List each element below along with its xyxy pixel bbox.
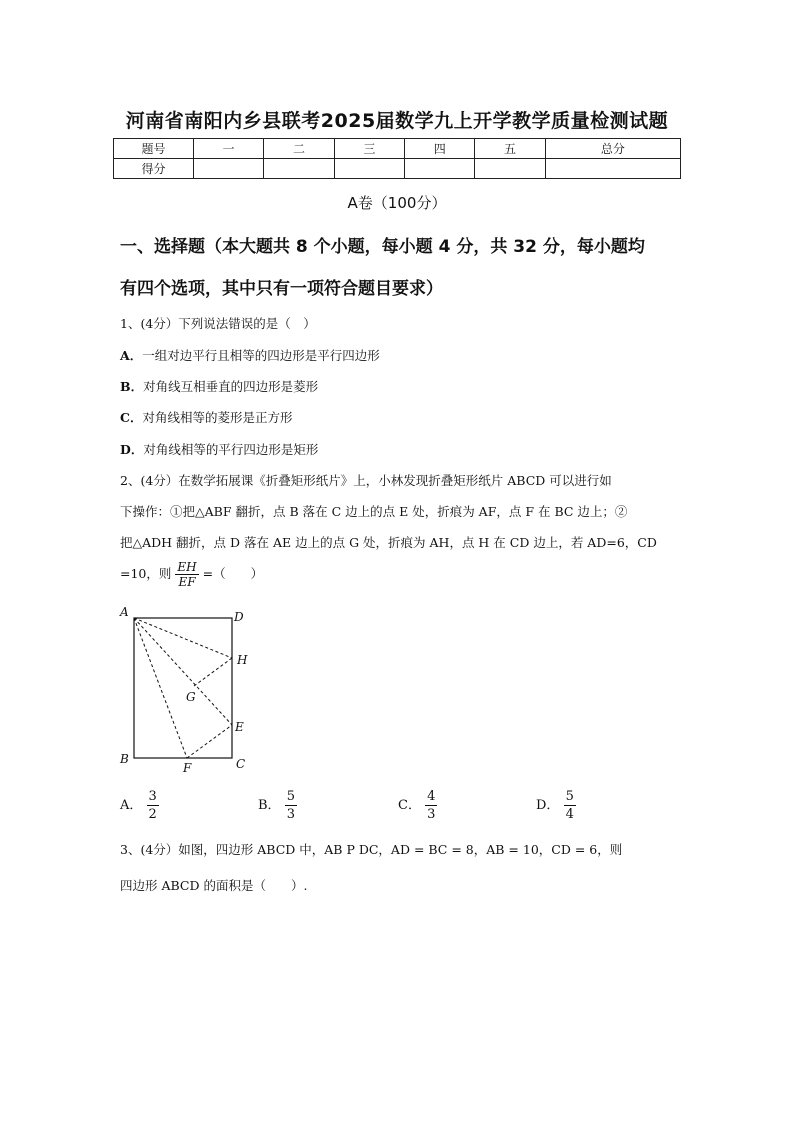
- score-header-cell: 总分: [545, 139, 680, 159]
- fold-line-af: [134, 618, 187, 758]
- fraction-denominator: 2: [148, 807, 157, 822]
- score-cell: [475, 159, 545, 179]
- answer-fraction: [147, 788, 159, 823]
- label-c: C: [236, 757, 246, 771]
- segment-gh: [194, 658, 232, 686]
- answer-letter: D．: [536, 798, 560, 813]
- option-letter: C．: [120, 410, 143, 425]
- question-2-line4: [120, 560, 263, 589]
- label-b: B: [120, 752, 129, 766]
- section-title: A卷（100分）: [347, 194, 447, 212]
- eh-over-ef-fraction: [175, 560, 198, 589]
- score-table-score-row: [114, 159, 681, 179]
- score-header-cell: 四: [405, 139, 475, 159]
- score-cell: [194, 159, 264, 179]
- fraction-numerator: 5: [286, 789, 295, 804]
- question-2-answer-d: [536, 788, 576, 823]
- question-1-stem: 1、(4分）下列说法错误的是（ ）: [120, 316, 316, 331]
- label-g: G: [186, 690, 196, 704]
- label-d: D: [234, 610, 244, 624]
- question-2-answer-c: [398, 788, 437, 823]
- score-cell: [545, 159, 680, 179]
- question-2-answer-b: [258, 788, 297, 823]
- label-f: F: [183, 761, 192, 775]
- question-1-option-d: [120, 440, 318, 458]
- fraction-numerator: 5: [565, 789, 574, 804]
- fold-line-ae: [134, 618, 232, 725]
- question-3-line1: 3、(4分）如图，四边形 ABCD 中，AB P DC，AD = BC = 8，AB = 10，CD = 6，则: [120, 842, 623, 857]
- fraction-numerator: 3: [148, 789, 157, 804]
- rectangle-abcd: [134, 618, 232, 758]
- question-2-line4-post: =（ ）: [202, 566, 264, 581]
- fraction-numerator: 4: [427, 789, 436, 804]
- question-2-line4-pre: =10，则: [120, 566, 172, 581]
- question-2-line2: 下操作：①把△ABF 翻折，点 B 落在 C 边上的点 E 处，折痕为 AF，点 F 在 BC 边上；②: [120, 504, 628, 519]
- answer-fraction: [285, 788, 297, 823]
- question-2-answer-a: [120, 788, 159, 823]
- score-cell: [405, 159, 475, 179]
- segment-ef: [187, 725, 232, 758]
- part1-heading-line1: 一、选择题（本大题共 8 个小题，每小题 4 分，共 32 分，每小题均: [120, 237, 645, 257]
- label-h: H: [237, 653, 248, 667]
- fold-line-ah: [134, 618, 232, 658]
- question-3-line2: 四边形 ABCD 的面积是（ ）.: [120, 878, 308, 893]
- score-table-header-row: [114, 139, 681, 159]
- page-title: 河南省南阳内乡县联考2025届数学九上开学教学质量检测试题: [125, 110, 669, 132]
- option-text: 对角线相等的平行四边形是矩形: [143, 442, 319, 457]
- answer-fraction: [564, 788, 576, 823]
- answer-fraction: [425, 788, 437, 823]
- option-letter: D．: [120, 442, 144, 457]
- label-a: A: [120, 605, 129, 619]
- score-row-label: 得分: [114, 159, 194, 179]
- question-2-line1: 2、(4分）在数学拓展课《折叠矩形纸片》上，小林发现折叠矩形纸片 ABCD 可以进行如: [120, 473, 612, 488]
- question-2-line3: 把△ADH 翻折，点 D 落在 AE 边上的点 G 处，折痕为 AH，点 H 在 CD 边上，若 AD=6，CD: [120, 535, 657, 550]
- answer-letter: B．: [258, 798, 281, 813]
- answer-letter: A．: [120, 798, 143, 813]
- score-header-cell: 一: [194, 139, 264, 159]
- score-cell: [334, 159, 404, 179]
- fraction-denominator: 4: [565, 807, 574, 822]
- score-table: [113, 138, 681, 179]
- option-letter: B．: [120, 379, 144, 394]
- option-text: 对角线相等的菱形是正方形: [142, 410, 293, 425]
- folding-rectangle-figure: [114, 600, 264, 780]
- option-text: 一组对边平行且相等的四边形是平行四边形: [142, 348, 380, 363]
- option-letter: A．: [120, 348, 143, 363]
- score-header-cell: 五: [475, 139, 545, 159]
- score-header-cell: 二: [264, 139, 334, 159]
- question-1-option-c: [120, 408, 292, 426]
- part1-heading-line2: 有四个选项，其中只有一项符合题目要求）: [120, 279, 443, 299]
- fraction-numerator: EH: [177, 560, 197, 574]
- option-text: 对角线互相垂直的四边形是菱形: [143, 379, 319, 394]
- question-1-option-b: [120, 377, 318, 395]
- score-header-cell: 题号: [114, 139, 194, 159]
- score-header-cell: 三: [334, 139, 404, 159]
- fraction-denominator: 3: [427, 807, 436, 822]
- question-1-option-a: [120, 346, 380, 364]
- fraction-denominator: EF: [178, 575, 196, 589]
- answer-letter: C．: [398, 798, 421, 813]
- label-e: E: [235, 720, 244, 734]
- fraction-denominator: 3: [286, 807, 295, 822]
- score-cell: [264, 159, 334, 179]
